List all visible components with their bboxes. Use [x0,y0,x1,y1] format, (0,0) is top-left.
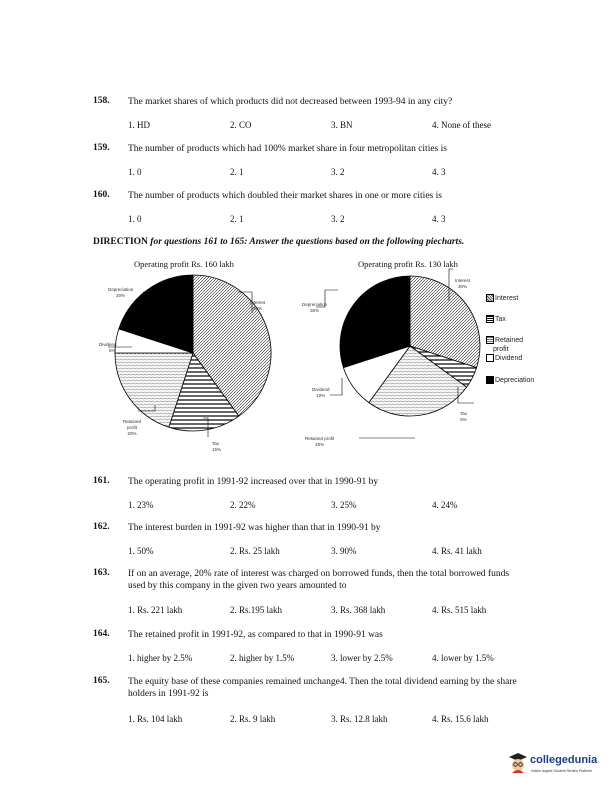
option[interactable]: 1. Rs. 104 lakh [128,714,183,724]
option[interactable]: 3. Rs. 12.8 lakh [331,714,388,724]
option[interactable]: 1. 50% [128,546,154,556]
legend-depreciation: Depreciation [486,376,534,385]
question-number: 165. [93,676,110,686]
label-retained-profit-2: Retained profit 25% [305,436,335,447]
brand-logo-icon [508,752,528,774]
option[interactable]: 3. Rs. 368 lakh [331,605,386,615]
legend-tax: Tax [486,315,534,324]
option[interactable]: 2. CO [230,120,252,130]
question-text: The operating profit in 1991-92 increased over that in 1990-91 by [128,477,379,487]
label-retained-profit: Retained profit 20% [123,419,142,436]
option[interactable]: 1. 0 [128,167,142,177]
option[interactable]: 2. 22% [230,500,256,510]
option[interactable]: 3. 25% [331,500,357,510]
option[interactable]: 2. Rs. 9 lakh [230,714,276,724]
question-number: 163. [93,568,110,578]
legend-dividend: Dividend [486,354,534,363]
option[interactable]: 4. 3 [432,167,446,177]
question-number: 158. [93,96,110,106]
question-text: The number of products which doubled their market shares in one or more cities is [128,191,442,201]
question-text: The equity base of these companies remained unchange4. Then the total dividend earning by the share holders in 1991-92 is [128,677,517,699]
option[interactable]: 2. 1 [230,214,244,224]
brand-name: collegedunia [530,754,598,766]
option[interactable]: 1. HD [128,120,150,130]
chart-2-title: Operating profit Rs. 130 lakh [358,259,458,269]
chart-1-title: Operating profit Rs. 160 lakh [134,259,234,269]
question-number: 160. [93,190,110,200]
label-interest: Interest 40% [250,300,266,311]
brand-tagline: India's largest Student Review Platform [531,769,592,773]
pie-chart-1 [115,275,271,431]
label-depreciation-2: Depreciation 30% [302,302,328,313]
option[interactable]: 4. Rs. 515 lakh [432,605,487,615]
option[interactable]: 4. Rs. 41 lakh [432,546,482,556]
question-text: The market shares of which products did not decreased between 1993-94 in any city? [128,97,453,107]
question-text: The interest burden in 1991-92 was higher than that in 1990-91 by [128,523,381,533]
label-tax: Tax 15% [212,441,222,452]
question-text: If on an average, 20% rate of interest was charged on borrowed funds, then the total borrowed funds used by this company in the given two years amounted to [128,569,510,591]
option[interactable]: 1. 0 [128,214,142,224]
question-number: 159. [93,143,110,153]
option[interactable]: 2. Rs. 25 lakh [230,546,280,556]
legend-interest: Interest [486,294,534,303]
label-tax-2: Tax 5% [460,411,468,422]
option[interactable]: 2. Rs.195 lakh [230,605,283,615]
option[interactable]: 4. Rs. 15.6 lakh [432,714,489,724]
option[interactable]: 3. 2 [331,167,345,177]
question-number: 161. [93,476,110,486]
question-number: 164. [93,629,110,639]
option[interactable]: 4. 24% [432,500,458,510]
label-dividend: Dividend 5% [99,342,117,353]
option[interactable]: 1. higher by 2.5% [128,653,193,663]
option[interactable]: 4. 3 [432,214,446,224]
question-text: The number of products which had 100% market share in four metropolitan cities is [128,144,447,154]
option[interactable]: 3. 2 [331,214,345,224]
label-dividend-2: Dividend 10% [312,387,330,398]
option[interactable]: 1. 23% [128,500,154,510]
legend-retained-profit: Retained profit [486,336,534,354]
option[interactable]: 1. Rs. 221 lakh [128,605,183,615]
label-interest-2: Interest 30% [455,278,471,289]
direction-text: DIRECTION for questions 161 to 165: Answer the questions based on the following piecharts. [93,237,465,247]
question-text: The retained profit in 1991-92, as compared to that in 1990-91 was [128,630,383,640]
option[interactable]: 4. lower by 1.5% [432,653,494,663]
option[interactable]: 3. lower by 2.5% [331,653,393,663]
option[interactable]: 3. 90% [331,546,357,556]
question-number: 162. [93,522,110,532]
option[interactable]: 4. None of these [432,120,491,130]
option[interactable]: 2. 1 [230,167,244,177]
label-depreciation: Depreciation 20% [108,287,134,298]
chart-legend [486,294,534,385]
pie-chart-2 [340,276,480,416]
option[interactable]: 2. higher by 1.5% [230,653,295,663]
option[interactable]: 3. BN [331,120,353,130]
